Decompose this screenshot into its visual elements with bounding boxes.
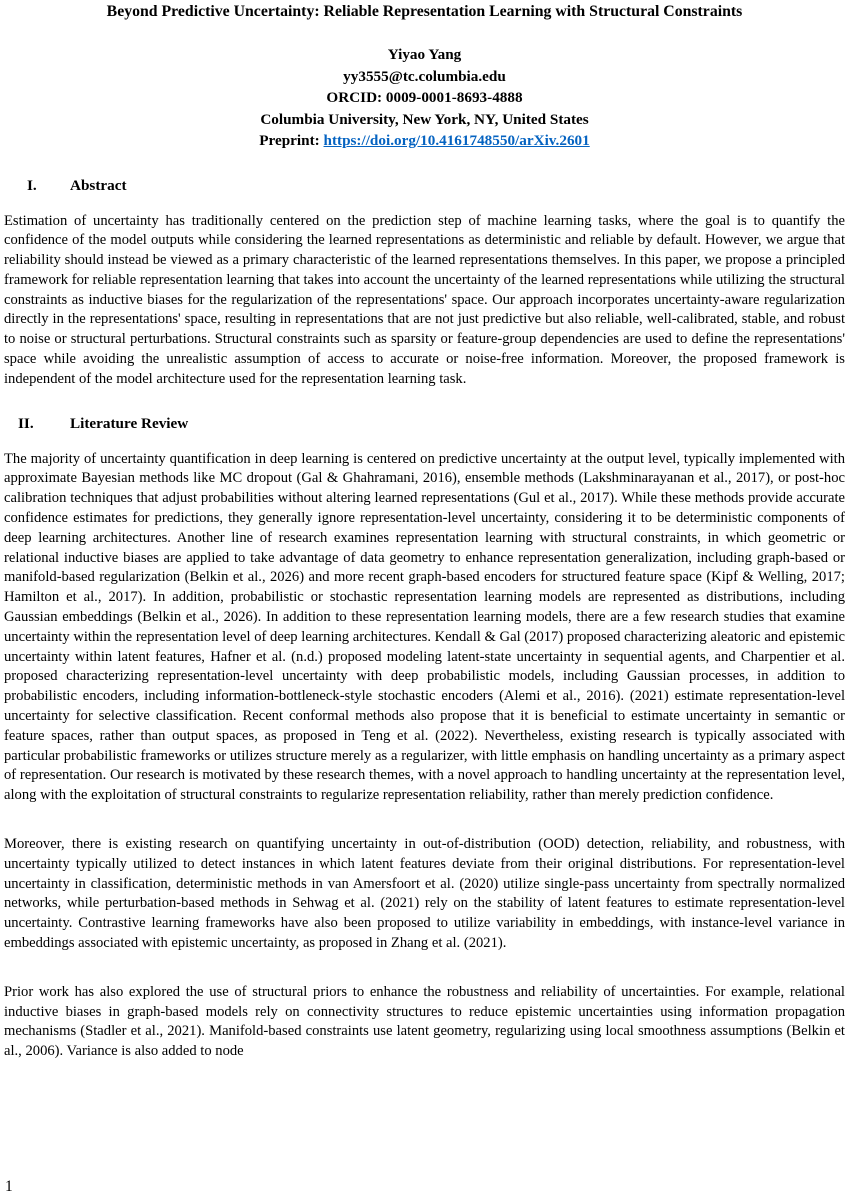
section-number-abstract: I. [27, 176, 37, 194]
abstract-paragraph: Estimation of uncertainty has traditionally centered on the prediction step of machine learning tasks, where the goal is to quantify the confidence of the model outputs while considering the learned representations as deterministic and reliable by default. However, we argue that reliability should instead be viewed as a primary characteristic of the learned representations themselves. In this paper, we propose a principled framework for reliable representation learning that takes into account the uncertainty of the learned representations while utilizing the structural constraints as inductive biases for the regularization of the representations' space. Our approach incorporates uncertainty-aware regularization directly in the representations' space, resulting in representations that are not just predictive but also reliable, well-calibrated, stable, and robust to noise or structural perturbations. Structural constraints such as sparsity or feature-group dependencies are used to define the representations' space while avoiding the unrealistic assumption of access to accurate or noise-free information. Moreover, the proposed framework is independent of the model architecture used for the representation learning task. [4, 212, 845, 387]
literature-paragraph-3: Prior work has also explored the use of structural priors to enhance the robustness and reliability of uncertainties. For example, relational inductive biases in graph-based models rely on connectivity structures to reduce epistemic uncertainties using information propagation mechanisms (Stadler et al., 2021). Manifold-based constraints use latent geometry, regularizing using local smoothness assumptions (Belkin et al., 2006). Variance is also added to node [4, 983, 845, 1060]
author-email: yy3555@tc.columbia.edu [343, 67, 506, 85]
preprint-doi-link[interactable]: https://doi.org/10.4161748550/arXiv.2601 [323, 132, 590, 149]
literature-paragraph-1: The majority of uncertainty quantification in deep learning is centered on predictive uncertainty at the output level, typically implemented with approximate Bayesian methods like MC dropout (Gal & Ghahramani, 2016), ensemble methods (Lakshminarayanan et al., 2017), or post-hoc calibration techniques that adjust probabilities without altering learned representations (Gul et al., 2017). While these methods provide accurate confidence estimates for predictions, they generally ignore representation-level uncertainty, considering it to be deterministic components of deep learning architectures. Another line of research examines representation learning with structural constraints, in which geometric or relational inductive biases are applied to take advantage of data geometry to enhance representation generalization, including graph-based or manifold-based regularization (Belkin et al., 2026) and more recent graph-based encoders for structured feature space (Kipf & Welling, 2017; Hamilton et al., 2017). In addition, probabilistic or stochastic representation learning models are represented as distributions, including Gaussian embeddings (Belkin et al., 2026). In addition to these representation learning models, there are a few research studies that examine uncertainty within the representation level of deep learning architectures. Kendall & Gal (2017) proposed characterizing aleatoric and epistemic uncertainty within latent features, Hafner et al. (n.d.) proposed modeling latent-state uncertainty in sequential agents, and Charpentier et al. proposed characterizing representation-level uncertainty with deep probabilistic models, including Gaussian processes, in addition to probabilistic encoders, including information-bottleneck-style stochastic encoders (Alemi et al., 2016). (2021) estimate representation-level uncertainty for selective classification. Recent conformal methods also propose that it is beneficial to estimate uncertainty in semantic or feature spaces, rather than output spaces, as proposed in Teng et al. (2022). Nevertheless, existing research is typically associated with particular probabilistic frameworks or utilizes structure merely as a regularizer, with little emphasis on handling uncertainty as a primary aspect of representation. Our research is motivated by these research themes, with a novel approach to handling uncertainty at the representation level, along with the exploitation of structural constraints to regularize representation reliability, rather than merely prediction confidence. [4, 450, 845, 804]
preprint-label: Preprint: [259, 132, 324, 149]
section-title-abstract: Abstract [70, 176, 127, 194]
author-affiliation: Columbia University, New York, NY, United States [260, 110, 589, 128]
author-orcid: ORCID: 0009-0001-8693-4888 [326, 89, 523, 106]
page-number: 1 [5, 1178, 13, 1195]
preprint-line [4, 130, 845, 152]
literature-paragraph-2: Moreover, there is existing research on quantifying uncertainty in out-of-distribution (OOD) detection, reliability, and robustness, with uncertainty typically utilized to detect instances in which latent features deviate from their original distributions. For representation-level uncertainty in classification, deterministic methods in van Amersfoort et al. (2020) utilize single-pass uncertainty from spectrally normalized networks, while perturbation-based methods in Sehwag et al. (2021) rely on the stability of latent features to estimate representation-level uncertainty. Contrastive learning frameworks have also been proposed to utilize variability in embeddings, with instance-level variance in embeddings associated with epistemic uncertainty, as proposed in Zhang et al. (2021). [4, 836, 845, 951]
paper-title: Beyond Predictive Uncertainty: Reliable Representation Learning with Structural Constraints [106, 3, 743, 20]
section-number-literature-review: II. [18, 414, 34, 432]
author-block [4, 44, 845, 152]
section-heading-abstract [4, 176, 845, 196]
section-heading-literature-review [4, 414, 845, 434]
author-name: Yiyao Yang [387, 46, 462, 63]
section-title-literature-review: Literature Review [70, 414, 189, 432]
